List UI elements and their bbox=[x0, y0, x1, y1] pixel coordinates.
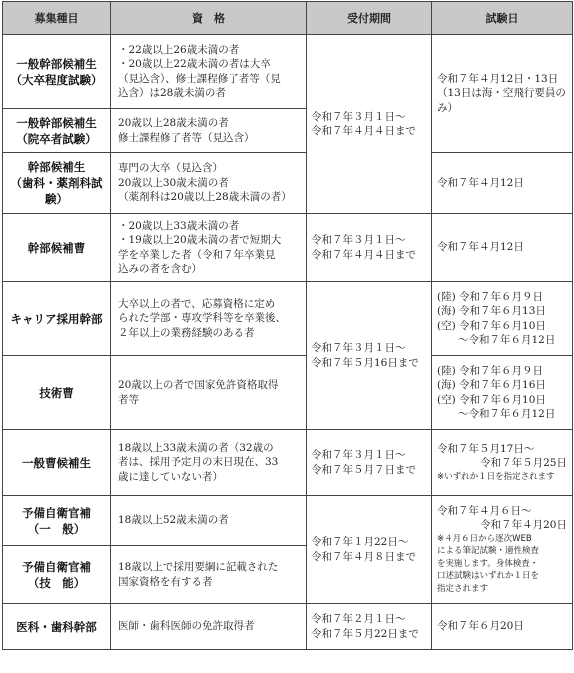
exam-date-cell: (陸) 令和７年６月９日 (海) 令和７年６月16日 (空) 令和７年６月10日 ～令和７年６月12日 bbox=[432, 356, 573, 430]
period-cell: 令和７年２月１日～ 令和７年５月22日まで bbox=[307, 604, 432, 650]
exam-date-cell: 令和７年４月12日・13日 （13日は海・空飛行要員の み） bbox=[432, 35, 573, 153]
category-cell: 医科・歯科幹部 bbox=[3, 604, 111, 650]
exam-date-cell: 令和７年５月17日～ 令和７年５月25日 ※いずれか１日を指定されます bbox=[432, 430, 573, 496]
qualification-cell: 18歳以上52歳未満の者 bbox=[111, 496, 307, 546]
exam-date-cell: 令和７年４月12日 bbox=[432, 153, 573, 214]
qualification-cell: 医師・歯科医師の免許取得者 bbox=[111, 604, 307, 650]
table-row bbox=[3, 214, 573, 282]
category-cell: 幹部候補曹 bbox=[3, 214, 111, 282]
qualification-cell: ・20歳以上33歳未満の者 ・19歳以上20歳未満の者で短期大 学を卒業した者（令和７年卒業見 込みの者を含む） bbox=[111, 214, 307, 282]
period-cell: 令和７年１月22日～ 令和７年４月８日まで bbox=[307, 496, 432, 604]
table-row bbox=[3, 430, 573, 496]
table-row bbox=[3, 153, 573, 214]
table-row bbox=[3, 604, 573, 650]
period-cell: 令和７年３月１日～ 令和７年４月４日まで bbox=[307, 214, 432, 282]
qualification-cell: 18歳以上で採用要綱に記載された 国家資格を有する者 bbox=[111, 546, 307, 604]
category-cell: キャリア採用幹部 bbox=[3, 282, 111, 356]
category-cell: 一般幹部候補生 （大卒程度試験） bbox=[3, 35, 111, 109]
qualification-cell: 大卒以上の者で、応募資格に定め られた学部・専攻学科等を卒業後、 ２年以上の業務経験のある者 bbox=[111, 282, 307, 356]
table-row bbox=[3, 35, 573, 109]
qualification-cell: 専門の大卒（見込含） 20歳以上30歳未満の者 （薬剤科は20歳以上28歳未満の者） bbox=[111, 153, 307, 214]
exam-date-cell: 令和７年６月20日 bbox=[432, 604, 573, 650]
exam-date-cell: 令和７年４月12日 bbox=[432, 214, 573, 282]
qualification-cell: 18歳以上33歳未満の者（32歳の 者は、採用予定月の末日現在、33 歳に達していない者） bbox=[111, 430, 307, 496]
category-cell: 一般曹候補生 bbox=[3, 430, 111, 496]
qualification-cell: 20歳以上の者で国家免許資格取得 者等 bbox=[111, 356, 307, 430]
header-exam-date: 試験日 bbox=[432, 2, 573, 35]
recruitment-table bbox=[2, 1, 573, 650]
period-cell: 令和７年３月１日～ 令和７年５月16日まで bbox=[307, 282, 432, 430]
category-cell: 技術曹 bbox=[3, 356, 111, 430]
qualification-cell: 20歳以上28歳未満の者 修士課程修了者等（見込含） bbox=[111, 109, 307, 153]
table-row bbox=[3, 496, 573, 546]
qualification-cell: ・22歳以上26歳未満の者 ・20歳以上22歳未満の者は大卒 （見込含）、修士課程修了者等（見 込含）は28歳未満の者 bbox=[111, 35, 307, 109]
exam-date-cell: 令和７年４月６日～ 令和７年４月20日 ※４月６日から逐次WEB による筆記試験・適性検査 を実施します。身体検査・ 口述試験はいずれか１日を 指定されます bbox=[432, 496, 573, 604]
exam-date-cell: (陸) 令和７年６月９日 (海) 令和７年６月13日 (空) 令和７年６月10日 ～令和７年６月12日 bbox=[432, 282, 573, 356]
table-row bbox=[3, 356, 573, 430]
category-cell: 予備自衛官補 （技 能） bbox=[3, 546, 111, 604]
header-category: 募集種目 bbox=[3, 2, 111, 35]
category-cell: 幹部候補生 （歯科・薬剤科試験） bbox=[3, 153, 111, 214]
category-cell: 予備自衛官補 （一 般） bbox=[3, 496, 111, 546]
category-cell: 一般幹部候補生 （院卒者試験） bbox=[3, 109, 111, 153]
header-period: 受付期間 bbox=[307, 2, 432, 35]
header-row bbox=[3, 2, 573, 35]
period-cell: 令和７年３月１日～ 令和７年４月４日まで bbox=[307, 35, 432, 214]
table-row bbox=[3, 282, 573, 356]
period-cell: 令和７年３月１日～ 令和７年５月７日まで bbox=[307, 430, 432, 496]
header-qualification: 資 格 bbox=[111, 2, 307, 35]
